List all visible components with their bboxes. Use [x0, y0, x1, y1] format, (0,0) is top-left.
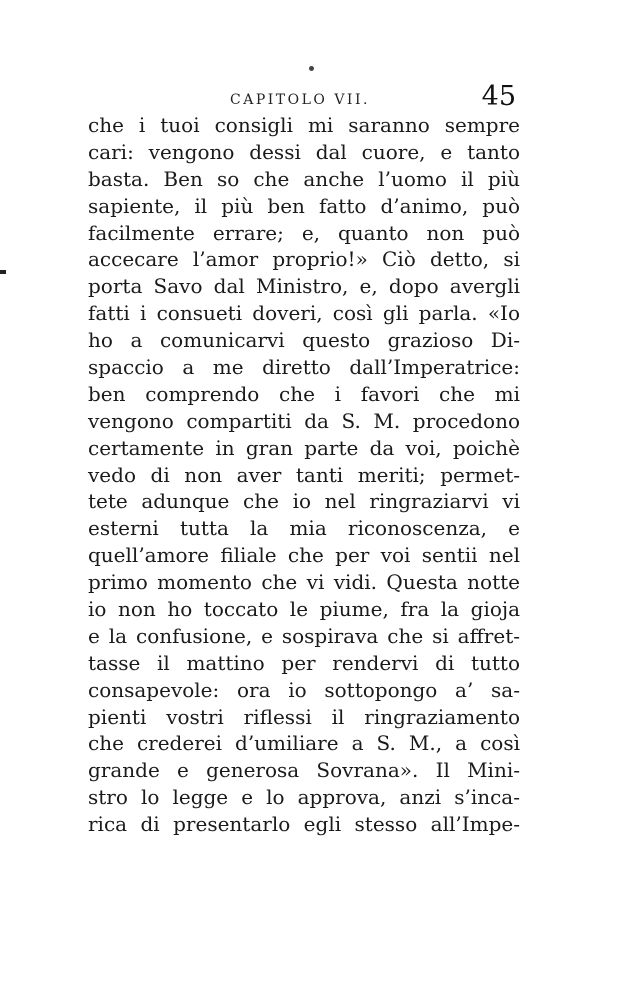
text-line: che crederei d’umiliare a S. M., a così: [88, 731, 520, 756]
text-line: porta Savo dal Ministro, e, dopo avergli: [88, 274, 520, 299]
body-text: [88, 112, 520, 838]
text-line: cari: vengono dessi dal cuore, e tanto: [88, 139, 520, 164]
text-line: basta. Ben so che anche l’uomo il più: [88, 166, 520, 191]
text-line: facilmente errare; e, quanto non può: [88, 220, 520, 245]
text-line: io non ho toccato le piume, fra la gioja: [88, 597, 520, 622]
text-line: grande e generosa Sovrana». Il Mini-: [88, 758, 520, 783]
text-line: esterni tutta la mia riconoscenza, e: [88, 516, 520, 541]
scan-speck: [309, 66, 314, 71]
scan-edge-mark: [0, 270, 6, 274]
text-line: e la confusione, e sospirava che si affret-: [88, 623, 520, 648]
text-line: quell’amore filiale che per voi sentii nel: [88, 543, 520, 568]
text-line: ben comprendo che i favori che mi: [88, 381, 520, 406]
text-line: stro lo legge e lo approva, anzi s’inca-: [88, 785, 520, 810]
text-line: ho a comunicarvi questo grazioso Di-: [88, 328, 520, 353]
chapter-title: CAPITOLO VII.: [230, 92, 370, 108]
text-line: accecare l’amor proprio!» Ciò detto, si: [88, 247, 520, 272]
text-line: tasse il mattino per rendervi di tutto: [88, 650, 520, 675]
text-line: spaccio a me diretto dall’Imperatrice:: [88, 355, 520, 380]
text-line: certamente in gran parte da voi, poichè: [88, 435, 520, 460]
page-number: 45: [481, 81, 516, 112]
text-line: primo momento che vi vidi. Questa notte: [88, 570, 520, 595]
text-line: vengono compartiti da S. M. procedono: [88, 408, 520, 433]
text-line: tete adunque che io nel ringraziarvi vi: [88, 489, 520, 514]
text-line: fatti i consueti doveri, così gli parla. «Io: [88, 301, 520, 326]
text-line: rica di presentarlo egli stesso all’Impe-: [88, 812, 520, 837]
text-line: che i tuoi consigli mi saranno sempre: [88, 113, 520, 137]
text-line: consapevole: ora io sottopongo a’ sa-: [88, 677, 520, 702]
text-line: sapiente, il più ben fatto d’animo, può: [88, 193, 520, 218]
text-line: pienti vostri riflessi il ringraziamento: [88, 704, 520, 729]
text-line: vedo di non aver tanti meriti; permet-: [88, 462, 520, 487]
running-header: [88, 82, 528, 112]
